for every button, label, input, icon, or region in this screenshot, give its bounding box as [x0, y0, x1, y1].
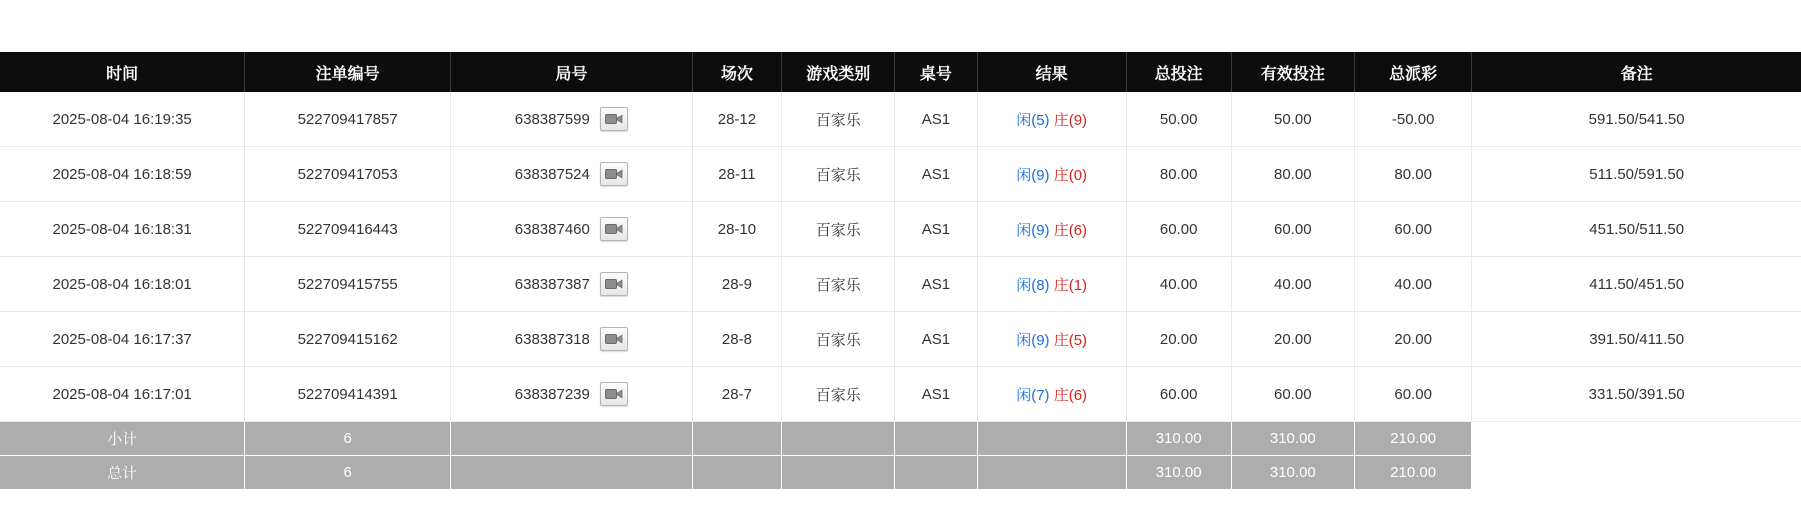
grandtotal-blank-table — [895, 456, 977, 490]
cell-total-bet: 50.00 — [1126, 92, 1231, 147]
subtotal-blank-round — [450, 422, 692, 456]
subtotal-payout: 210.00 — [1355, 422, 1472, 456]
cell-total-bet: 20.00 — [1126, 312, 1231, 367]
cell-payout: 80.00 — [1355, 147, 1472, 202]
video-icon[interactable] — [600, 327, 628, 351]
table-row — [0, 202, 1801, 257]
header-row — [0, 52, 1801, 92]
bet-records-table — [0, 52, 1801, 490]
grandtotal-count: 6 — [245, 456, 451, 490]
grandtotal-valid-bet: 310.00 — [1231, 456, 1354, 490]
cell-valid-bet: 40.00 — [1231, 257, 1354, 312]
cell-result — [977, 257, 1126, 312]
table-row — [0, 92, 1801, 147]
cell-session: 28-7 — [692, 367, 781, 422]
grandtotal-blank-result — [977, 456, 1126, 490]
cell-session: 28-12 — [692, 92, 781, 147]
result-banker: 庄(1) — [1053, 276, 1088, 294]
subtotal-count: 6 — [245, 422, 451, 456]
result-player: 闲(5) — [1016, 111, 1050, 129]
cell-valid-bet: 50.00 — [1231, 92, 1354, 147]
cell-game-category: 百家乐 — [782, 202, 895, 257]
result-player: 闲(9) — [1016, 331, 1050, 349]
video-icon[interactable] — [600, 382, 628, 406]
cell-table-no: AS1 — [895, 312, 977, 367]
grandtotal-blank-remark — [1472, 456, 1801, 490]
cell-table-no: AS1 — [895, 92, 977, 147]
cell-session: 28-10 — [692, 202, 781, 257]
subtotal-blank-table — [895, 422, 977, 456]
cell-time: 2025-08-04 16:17:01 — [0, 367, 245, 422]
cell-remark: 391.50/411.50 — [1472, 312, 1801, 367]
table-row — [0, 257, 1801, 312]
cell-table-no: AS1 — [895, 147, 977, 202]
video-icon[interactable] — [600, 272, 628, 296]
cell-result — [977, 312, 1126, 367]
round-no-text: 638387460 — [514, 220, 590, 238]
header-game-category: 游戏类别 — [782, 52, 895, 92]
header-time: 时间 — [0, 52, 245, 92]
cell-valid-bet: 60.00 — [1231, 202, 1354, 257]
cell-time: 2025-08-04 16:19:35 — [0, 92, 245, 147]
round-no-text: 638387239 — [514, 385, 590, 403]
cell-game-category: 百家乐 — [782, 312, 895, 367]
cell-result — [977, 92, 1126, 147]
result-banker: 庄(6) — [1053, 386, 1088, 404]
cell-round-no — [450, 147, 692, 202]
cell-valid-bet: 20.00 — [1231, 312, 1354, 367]
result-banker: 庄(5) — [1053, 331, 1088, 349]
round-no-text: 638387387 — [514, 275, 590, 293]
subtotal-row — [0, 422, 1801, 456]
cell-time: 2025-08-04 16:17:37 — [0, 312, 245, 367]
cell-total-bet: 40.00 — [1126, 257, 1231, 312]
subtotal-valid-bet: 310.00 — [1231, 422, 1354, 456]
cell-total-bet: 60.00 — [1126, 202, 1231, 257]
cell-payout: 60.00 — [1355, 367, 1472, 422]
cell-order-no: 522709417857 — [245, 92, 451, 147]
subtotal-blank-remark — [1472, 422, 1801, 456]
cell-result — [977, 202, 1126, 257]
cell-payout: 60.00 — [1355, 202, 1472, 257]
round-no-text: 638387599 — [514, 110, 590, 128]
cell-total-bet: 80.00 — [1126, 147, 1231, 202]
result-player: 闲(8) — [1016, 276, 1050, 294]
subtotal-blank-game — [782, 422, 895, 456]
cell-round-no — [450, 367, 692, 422]
grandtotal-payout: 210.00 — [1355, 456, 1472, 490]
cell-time: 2025-08-04 16:18:01 — [0, 257, 245, 312]
cell-order-no: 522709415162 — [245, 312, 451, 367]
cell-payout: 20.00 — [1355, 312, 1472, 367]
cell-order-no: 522709414391 — [245, 367, 451, 422]
subtotal-blank-result — [977, 422, 1126, 456]
cell-payout: -50.00 — [1355, 92, 1472, 147]
cell-order-no: 522709415755 — [245, 257, 451, 312]
result-player: 闲(9) — [1016, 166, 1050, 184]
round-no-text: 638387524 — [514, 165, 590, 183]
table-row — [0, 367, 1801, 422]
cell-time: 2025-08-04 16:18:59 — [0, 147, 245, 202]
cell-remark: 591.50/541.50 — [1472, 92, 1801, 147]
cell-total-bet: 60.00 — [1126, 367, 1231, 422]
grandtotal-row — [0, 456, 1801, 490]
cell-remark: 331.50/391.50 — [1472, 367, 1801, 422]
result-player: 闲(9) — [1016, 221, 1050, 239]
cell-remark: 511.50/591.50 — [1472, 147, 1801, 202]
cell-order-no: 522709416443 — [245, 202, 451, 257]
header-session: 场次 — [692, 52, 781, 92]
cell-valid-bet: 60.00 — [1231, 367, 1354, 422]
cell-result — [977, 147, 1126, 202]
cell-round-no — [450, 312, 692, 367]
video-icon[interactable] — [600, 217, 628, 241]
grandtotal-label: 总计 — [0, 456, 245, 490]
cell-order-no: 522709417053 — [245, 147, 451, 202]
cell-round-no — [450, 92, 692, 147]
grandtotal-blank-game — [782, 456, 895, 490]
cell-game-category: 百家乐 — [782, 257, 895, 312]
video-icon[interactable] — [600, 162, 628, 186]
cell-valid-bet: 80.00 — [1231, 147, 1354, 202]
cell-game-category: 百家乐 — [782, 367, 895, 422]
header-table-no: 桌号 — [895, 52, 977, 92]
table-body — [0, 92, 1801, 490]
header-payout: 总派彩 — [1355, 52, 1472, 92]
round-no-text: 638387318 — [514, 330, 590, 348]
result-player: 闲(7) — [1016, 386, 1050, 404]
subtotal-total-bet: 310.00 — [1126, 422, 1231, 456]
grandtotal-total-bet: 310.00 — [1126, 456, 1231, 490]
header-valid-bet: 有效投注 — [1231, 52, 1354, 92]
subtotal-blank-session — [692, 422, 781, 456]
cell-round-no — [450, 202, 692, 257]
result-banker: 庄(9) — [1053, 111, 1088, 129]
header-remark: 备注 — [1472, 52, 1801, 92]
cell-session: 28-8 — [692, 312, 781, 367]
header-round-no: 局号 — [450, 52, 692, 92]
table-row — [0, 147, 1801, 202]
video-icon[interactable] — [600, 107, 628, 131]
header-result: 结果 — [977, 52, 1126, 92]
subtotal-label: 小计 — [0, 422, 245, 456]
grandtotal-blank-session — [692, 456, 781, 490]
cell-session: 28-11 — [692, 147, 781, 202]
header-order-no: 注单编号 — [245, 52, 451, 92]
cell-table-no: AS1 — [895, 367, 977, 422]
cell-session: 28-9 — [692, 257, 781, 312]
cell-remark: 451.50/511.50 — [1472, 202, 1801, 257]
result-banker: 庄(6) — [1053, 221, 1088, 239]
cell-table-no: AS1 — [895, 202, 977, 257]
cell-payout: 40.00 — [1355, 257, 1472, 312]
header-total-bet: 总投注 — [1126, 52, 1231, 92]
cell-round-no — [450, 257, 692, 312]
cell-time: 2025-08-04 16:18:31 — [0, 202, 245, 257]
table-row — [0, 312, 1801, 367]
cell-game-category: 百家乐 — [782, 147, 895, 202]
cell-game-category: 百家乐 — [782, 92, 895, 147]
cell-table-no: AS1 — [895, 257, 977, 312]
table-header — [0, 52, 1801, 92]
grandtotal-blank-round — [450, 456, 692, 490]
cell-remark: 411.50/451.50 — [1472, 257, 1801, 312]
cell-result — [977, 367, 1126, 422]
result-banker: 庄(0) — [1053, 166, 1088, 184]
